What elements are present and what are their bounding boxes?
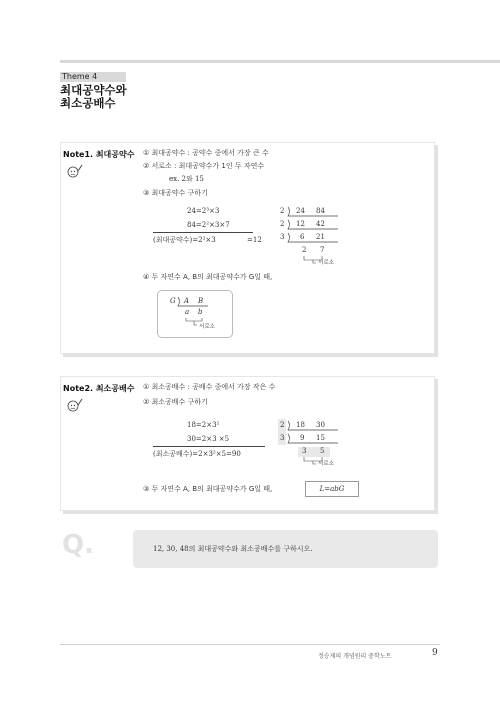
note2-factor-row1: 18=2×3² — [187, 421, 220, 429]
ladder1-b-3: 21 — [316, 233, 325, 241]
ladder1-a-2: 12 — [296, 220, 305, 228]
note2-label: Note2. 최소공배수 — [63, 384, 135, 393]
question-text: 12, 30, 48의 최대공약수와 최소공배수를 구하시오. — [153, 545, 313, 553]
note1-factor-rule — [153, 232, 253, 233]
note1-example: ex. 2와 15 — [169, 175, 204, 183]
question-box — [133, 530, 438, 568]
note1-factor-row1: 24=2³×3 — [187, 207, 220, 215]
ladder2-a-3: 3 — [302, 447, 307, 455]
pencil-character-icon — [65, 397, 85, 413]
ab-lb: b — [198, 308, 203, 316]
ab-coprime-note: 서로소 — [199, 324, 215, 330]
ladder2-a-2: 9 — [300, 434, 305, 442]
note1-division-ladder — [278, 205, 348, 265]
footer-brand: 정승제의 개념원리 중학노트 — [318, 653, 392, 660]
page-number: 9 — [432, 648, 438, 658]
ladder2-b-2: 15 — [316, 434, 325, 442]
note2-box — [60, 376, 435, 511]
footer-rule — [60, 644, 440, 645]
note2-factor-result: (최소공배수)=2×3²×5=90 — [153, 450, 241, 458]
ladder1-b-4: 7 — [320, 246, 325, 254]
ab-la: a — [185, 308, 190, 316]
ladder2-a-1: 18 — [296, 421, 305, 429]
ladder2-b-3: 5 — [320, 447, 325, 455]
note2-division-ladder — [278, 419, 348, 469]
ladder2-b-1: 30 — [316, 421, 325, 429]
note1-item-def: ① 최대공약수 : 공약수 중에서 가장 큰 수 — [143, 149, 269, 157]
note1-factor-value: =12 — [247, 236, 262, 244]
title-line-1: 최대공약수와 — [60, 83, 127, 97]
ladder2-lines — [278, 419, 348, 469]
ladder1-divisor-3: 3 — [280, 233, 285, 241]
note1-ab-box — [157, 290, 233, 338]
ab-g: G — [170, 297, 176, 305]
ladder1-divisor-2: 2 — [280, 220, 285, 228]
note2-factor-row2: 30=2×3 ×5 — [187, 435, 230, 443]
note2-item-def: ① 최소공배수 : 공배수 중에서 가장 작은 수 — [143, 383, 276, 391]
note2-factor-rule — [153, 446, 265, 447]
page-title — [60, 84, 127, 110]
note1-box — [60, 142, 435, 354]
ab-a: A — [184, 297, 190, 305]
note1-item-howto: ③ 최대공약수 구하기 — [143, 189, 208, 197]
lcm-formula-box: L=abG — [305, 481, 359, 497]
note1-item-ab: ④ 두 자연수 A, B의 최대공약수가 G일 때, — [143, 273, 273, 281]
note1-label: Note1. 최대공약수 — [63, 150, 135, 159]
top-rule — [60, 60, 500, 63]
theme-label: Theme 4 — [60, 72, 126, 82]
note2-item-ab: ③ 두 자연수 A, B의 최대공약수가 G일 때, — [143, 485, 273, 493]
ladder2-divisor-1: 2 — [280, 421, 285, 429]
ladder1-a-1: 24 — [296, 207, 305, 215]
pencil-character-icon — [65, 163, 85, 179]
question-icon: Q. — [62, 530, 94, 560]
ab-b: B — [198, 297, 204, 305]
ladder1-lines — [278, 205, 348, 265]
ladder1-a-3: 6 — [300, 233, 305, 241]
note1-factor-result: (최대공약수)=2²×3 — [153, 236, 216, 244]
ladder1-a-4: 2 — [302, 246, 307, 254]
ladder1-coprime-note: 서로소 — [318, 260, 334, 266]
ladder1-divisor-1: 2 — [280, 207, 285, 215]
note2-item-howto: ② 최소공배수 구하기 — [143, 398, 208, 406]
ladder1-b-2: 42 — [316, 220, 325, 228]
ladder1-b-1: 84 — [316, 207, 325, 215]
ab-lines — [158, 291, 232, 337]
note1-item-coprime: ② 서로소 : 최대공약수가 1인 두 자연수 — [143, 162, 265, 170]
note1-factor-row2: 84=2²×3×7 — [187, 221, 230, 229]
ladder2-coprime-note: 서로소 — [318, 461, 334, 467]
title-line-2: 최소공배수 — [60, 96, 116, 110]
ladder2-divisor-2: 3 — [280, 434, 285, 442]
